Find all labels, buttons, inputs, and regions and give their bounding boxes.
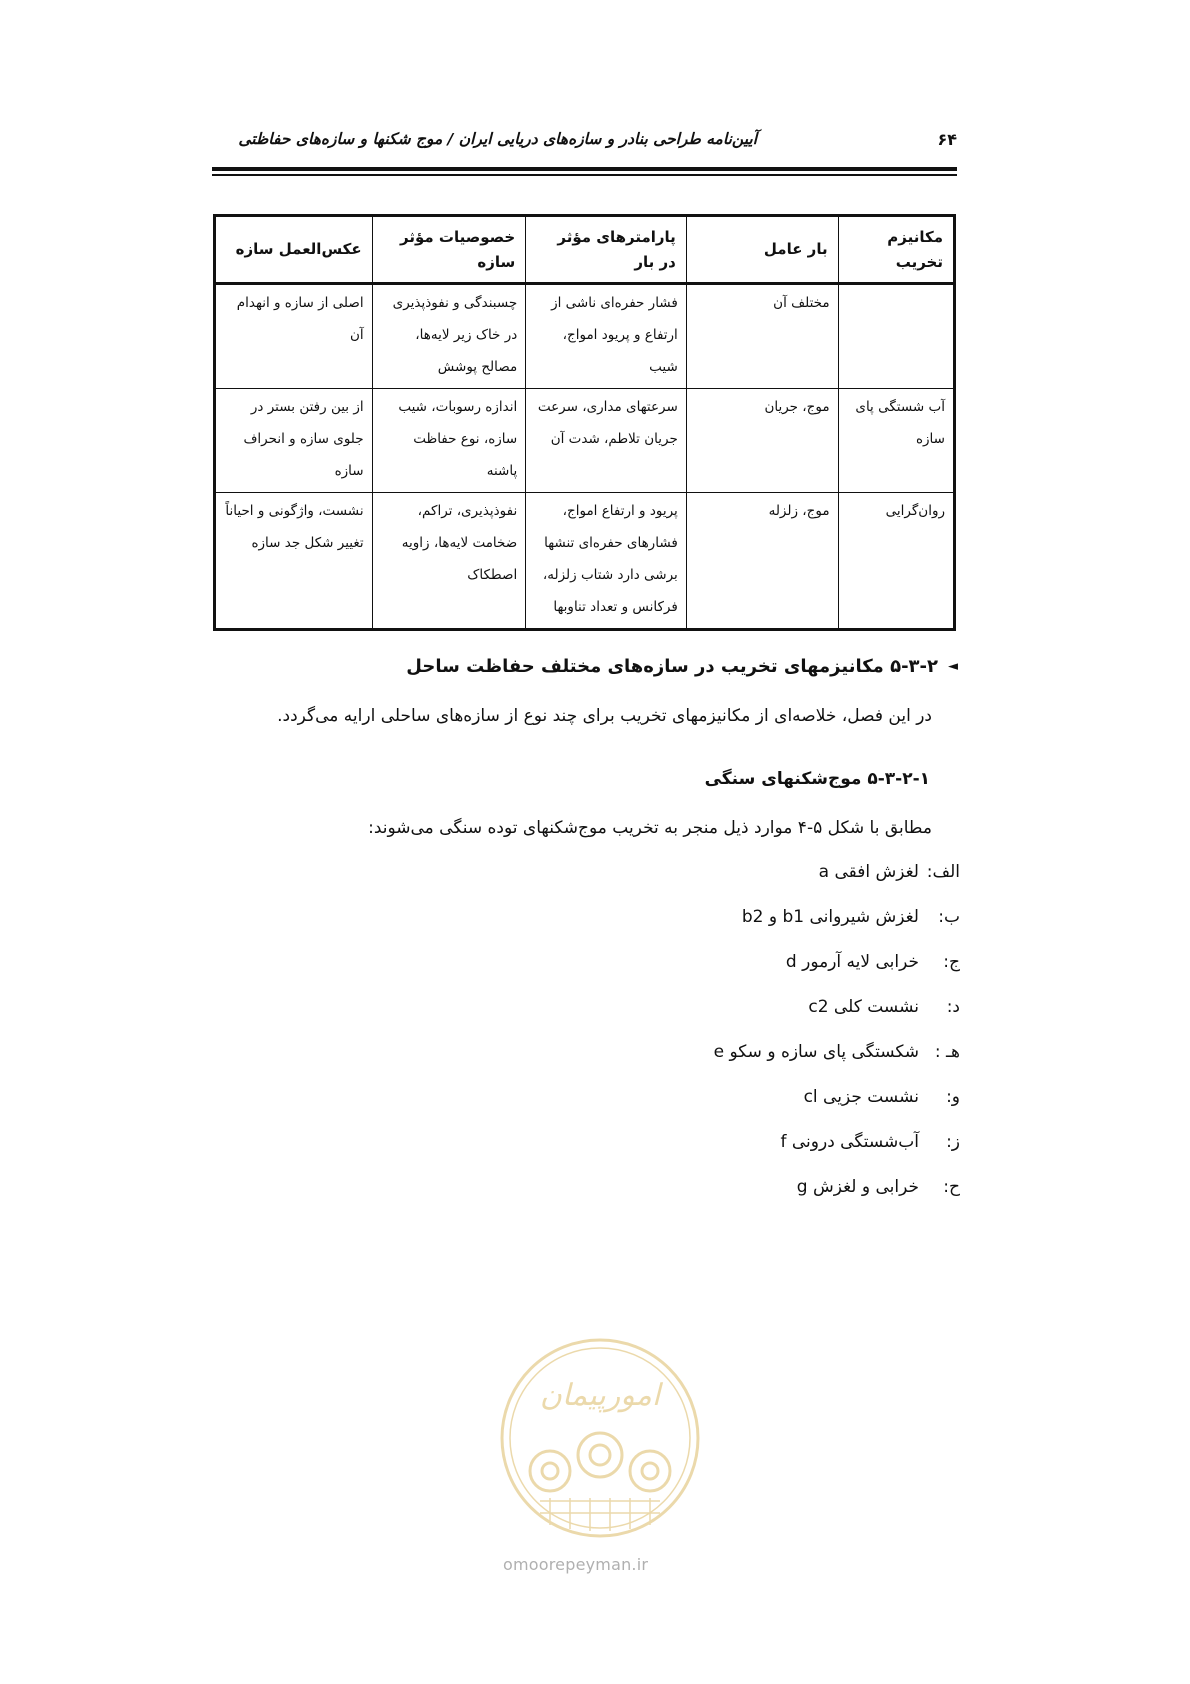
cell-text: روان‌گرایی bbox=[885, 503, 945, 519]
table-header-cell: خصوصیات مؤثر سازه bbox=[372, 216, 526, 284]
table-cell bbox=[686, 389, 838, 493]
table-cell bbox=[372, 284, 526, 389]
cell-text: اصلی از سازه و انهدام آن bbox=[236, 295, 364, 343]
cell-text: پریود و ارتفاع امواج، فشارهای حفره‌ای تنشها برشی دارد شتاب زلزله، فرکانس و تعداد تناوبها bbox=[542, 503, 678, 615]
list-label: د: bbox=[946, 997, 960, 1017]
list-text: لغزش افقی a bbox=[818, 862, 919, 882]
table-cell bbox=[838, 493, 954, 630]
lead-paragraph: مطابق با شکل ۵-۴ موارد ذیل منجر به تخریب موج‌شکنهای توده سنگی می‌شوند: bbox=[368, 818, 932, 838]
table-cell bbox=[215, 389, 373, 493]
table-row bbox=[215, 284, 955, 389]
list-text: شکستگی پای سازه و سکو e bbox=[713, 1042, 919, 1062]
list-label: ح: bbox=[943, 1177, 960, 1197]
list-text: لغزش شیروانی b1 و b2 bbox=[741, 907, 919, 927]
list-item bbox=[797, 1177, 960, 1207]
watermark-logo-text: امورپیمان bbox=[539, 1378, 661, 1413]
table-cell bbox=[372, 389, 526, 493]
table-cell bbox=[526, 389, 687, 493]
table-cell bbox=[215, 284, 373, 389]
subsection-heading: ۵-۳-۲-۱ موج‌شکنهای سنگی bbox=[704, 769, 930, 789]
cell-text: فشار حفره‌ای ناشی از ارتفاع و پریود امواج، شیب bbox=[551, 295, 678, 375]
table-cell bbox=[526, 284, 687, 389]
table-row bbox=[215, 493, 955, 630]
table-header-row bbox=[215, 216, 955, 284]
cell-text: نفوذپذیری، تراکم، ضخامت لایه‌ها، زاویه اصطکاک bbox=[401, 503, 518, 583]
list-item bbox=[780, 1132, 960, 1162]
cell-text: اندازه رسوبات، شیب سازه، نوع حفاظت پاشنه bbox=[398, 399, 518, 479]
list-label: ز: bbox=[946, 1132, 960, 1152]
table-header-cell: پارامترهای مؤثر در بار bbox=[526, 216, 687, 284]
table-cell bbox=[838, 389, 954, 493]
watermark-logo-icon bbox=[495, 1333, 705, 1543]
watermark-url: omoorepeyman.ir bbox=[503, 1555, 649, 1574]
table-cell bbox=[526, 493, 687, 630]
intro-paragraph: در این فصل، خلاصه‌ای از مکانیزمهای تخریب برای چند نوع از سازه‌های ساحلی ارایه می‌گردد. bbox=[277, 706, 932, 726]
header-rule-thin bbox=[212, 174, 957, 176]
table-row bbox=[215, 389, 955, 493]
section-heading bbox=[406, 656, 958, 677]
mechanism-table bbox=[213, 214, 956, 631]
list-item bbox=[742, 907, 960, 937]
header-rule-thick bbox=[212, 167, 957, 171]
page-header bbox=[212, 128, 957, 158]
list-label: و: bbox=[946, 1087, 960, 1107]
running-title: آیین‌نامه طراحی بنادر و سازه‌های دریایی ایران / موج شکنها و سازه‌های حفاظتی bbox=[238, 130, 757, 148]
table-cell bbox=[215, 493, 373, 630]
table-header-cell: مکانیزم تخریب bbox=[838, 216, 954, 284]
table-cell bbox=[372, 493, 526, 630]
list-text: نشست جزیی cl bbox=[803, 1087, 919, 1107]
table-cell bbox=[838, 284, 954, 389]
list-item bbox=[804, 1087, 960, 1117]
cell-text: مختلف آن bbox=[773, 295, 830, 311]
table-cell bbox=[686, 493, 838, 630]
triangle-marker-icon: ◄ bbox=[948, 659, 958, 674]
list-text: نشست کلی c2 bbox=[808, 997, 919, 1017]
cell-text: چسبندگی و نفوذپذیری در خاک زیر لایه‌ها، مصالح پوشش bbox=[392, 295, 518, 375]
list-item bbox=[808, 997, 960, 1027]
table-header-cell: عکس‌العمل سازه bbox=[215, 216, 373, 284]
cell-text: نشست، واژگونی و احیاناً تغییر شکل جد سازه bbox=[225, 503, 364, 551]
section-heading-text: ۵-۳-۲ مکانیزمهای تخریب در سازه‌های مختلف حفاظت ساحل bbox=[406, 656, 938, 677]
list-label: الف: bbox=[926, 862, 960, 882]
list-item bbox=[819, 862, 960, 892]
list-label: ب: bbox=[938, 907, 960, 927]
list-text: آب‌شستگی درونی f bbox=[780, 1132, 919, 1152]
list-label: هـ : bbox=[934, 1042, 960, 1062]
list-label: ج: bbox=[943, 952, 960, 972]
table-header-cell: بار عامل bbox=[686, 216, 838, 284]
list-item bbox=[714, 1042, 960, 1072]
cell-text: موج، زلزله bbox=[768, 503, 830, 519]
cell-text: موج، جریان bbox=[764, 399, 830, 415]
page-number: ۶۴ bbox=[937, 130, 957, 149]
table-cell bbox=[686, 284, 838, 389]
list-item bbox=[786, 952, 960, 982]
list-text: خرابی و لغزش g bbox=[796, 1177, 919, 1197]
cell-text: از بین رفتن بستر در جلوی سازه و انحراف سازه bbox=[243, 399, 364, 479]
cell-text: آب شستگی پای سازه bbox=[855, 399, 945, 447]
cell-text: سرعتهای مداری، سرعت جریان تلاطم، شدت آن bbox=[537, 399, 678, 447]
list-text: خرابی لایه آرمور d bbox=[785, 952, 919, 972]
